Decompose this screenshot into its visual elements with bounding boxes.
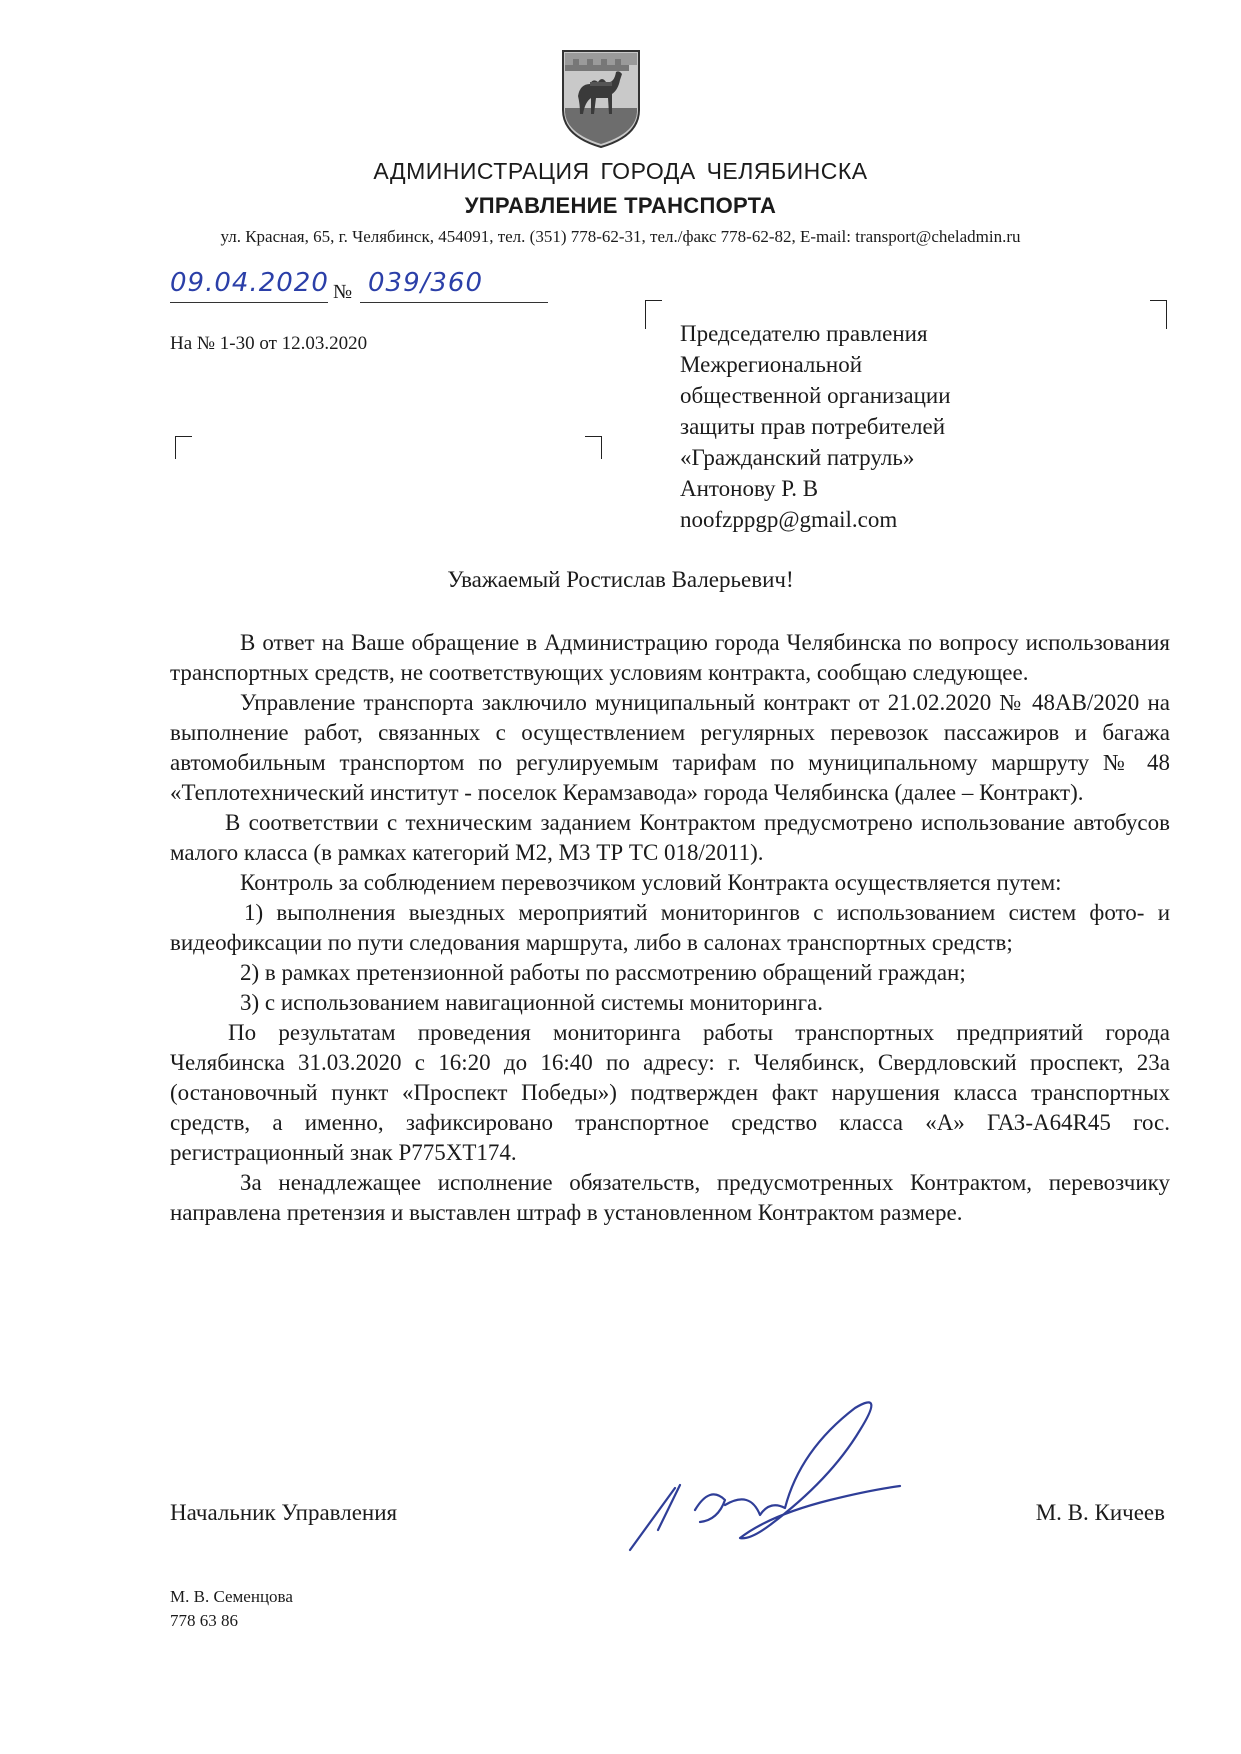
handwritten-signature-icon bbox=[600, 1390, 940, 1560]
paragraph: Контроль за соблюдением перевозчиком условий Контракта осуществляется путем: bbox=[240, 870, 1062, 895]
paragraph: 1) выполнения выездных мероприятий мониторингов с использованием систем фото- и видеофиксации по пути следования маршрута, либо в салонах транспортных средств; bbox=[170, 900, 1170, 955]
corner-mark bbox=[645, 300, 662, 329]
signatory-position: Начальник Управления bbox=[170, 1500, 398, 1525]
organization-address: ул. Красная, 65, г. Челябинск, 454091, тел. (351) 778-62-31, тел./факс 778-62-82, E-mail: transport@cheladmin.ru bbox=[220, 227, 1021, 246]
paragraph: По результатам проведения мониторинга работы транспортных предприятий города Челябинска 31.03.2020 с 16:20 до 16:40 по адресу: г. Челябинск, Свердловский проспект, 23а (остановочный пункт «Проспект Победы») подтвержден факт нарушения класса транспортных средств, а именно, зафиксировано транспортное средство класса «А» ГАЗ-А64R45 гос. регистрационный знак Р775ХТ174. bbox=[170, 1020, 1170, 1165]
executor-phone: 778 63 86 bbox=[170, 1611, 238, 1630]
salutation: Уважаемый Ростислав Валерьевич! bbox=[447, 567, 794, 592]
paragraph: 3) с использованием навигационной системы мониторинга. bbox=[240, 990, 823, 1015]
addressee-line: Межрегиональной bbox=[680, 352, 863, 377]
addressee-line: Председателю правления bbox=[680, 321, 928, 346]
organization-name: АДМИНИСТРАЦИЯ ГОРОДА ЧЕЛЯБИНСКА bbox=[373, 158, 868, 184]
addressee-line: Антонову Р. В bbox=[680, 476, 819, 501]
chelyabinsk-coat-of-arms-icon bbox=[560, 48, 642, 150]
paragraph: В ответ на Ваше обращение в Администрацию города Челябинска по вопросу использования транспортных средств, не соответствующих условиям контракта, сообщаю следующее. bbox=[170, 630, 1170, 685]
department-name: УПРАВЛЕНИЕ ТРАНСПОРТА bbox=[464, 193, 777, 218]
registration-date: 09.04.2020 bbox=[170, 268, 329, 298]
addressee-line: общественной организации bbox=[680, 383, 951, 408]
letter-body bbox=[170, 628, 1170, 1228]
paragraph: Управление транспорта заключило муниципальный контракт от 21.02.2020 № 48АВ/2020 на выполнение работ, связанных с осуществлением регулярных перевозок пассажиров и багажа автомобильным транспортом по регулируемым тарифам по муниципальному маршруту № 48 «Теплотехнический институт - поселок Керамзавода» города Челябинска (далее – Контракт). bbox=[170, 690, 1170, 805]
executor-name: М. В. Семенцова bbox=[170, 1587, 293, 1606]
addressee-line: «Гражданский патруль» bbox=[680, 445, 915, 470]
signatory-name: М. В. Кичеев bbox=[1035, 1500, 1165, 1525]
corner-mark bbox=[1150, 300, 1167, 329]
corner-mark bbox=[585, 436, 602, 459]
paragraph: 2) в рамках претензионной работы по рассмотрению обращений граждан; bbox=[240, 960, 966, 985]
registration-number: 039/360 bbox=[368, 268, 484, 298]
executor-block bbox=[170, 1585, 293, 1633]
addressee-block bbox=[680, 318, 951, 535]
reply-reference: На № 1-30 от 12.03.2020 bbox=[170, 333, 368, 354]
addressee-line: защиты прав потребителей bbox=[680, 414, 946, 439]
paragraph: В соответствии с техническим заданием Контрактом предусмотрено использование автобусов малого класса (в рамках категорий М2, М3 ТР ТС 018/2011). bbox=[170, 810, 1170, 865]
corner-mark bbox=[175, 436, 192, 459]
paragraph: За ненадлежащее исполнение обязательств, предусмотренных Контрактом, перевозчику направлена претензия и выставлен штраф в установленном Контрактом размере. bbox=[170, 1170, 1170, 1225]
registration-number-sign: № bbox=[333, 281, 353, 303]
addressee-email: noofzppgp@gmail.com bbox=[680, 507, 898, 532]
